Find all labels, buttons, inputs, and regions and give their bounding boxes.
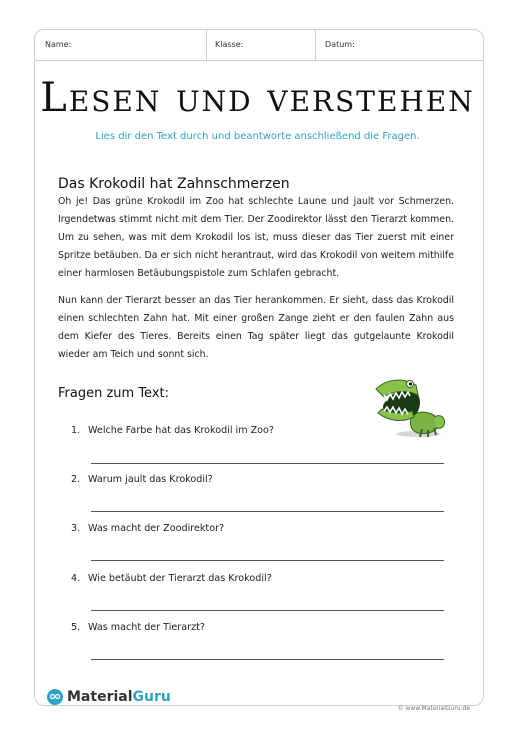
question-text: Warum jault das Krokodil? (88, 474, 213, 485)
header-divider (315, 30, 316, 60)
question-3 (71, 523, 224, 534)
question-text: Was macht der Tierarzt? (88, 622, 205, 633)
question-4 (71, 573, 272, 584)
question-2 (71, 474, 213, 485)
brand-name (67, 689, 171, 705)
question-text: Wie betäubt der Tierarzt das Krokodil? (88, 573, 272, 584)
class-label: Klasse: (215, 40, 244, 49)
date-label: Datum: (325, 40, 355, 49)
answer-line-4[interactable] (91, 610, 444, 611)
copyright: © www.MaterialGuru.de (397, 705, 470, 712)
answer-line-2[interactable] (91, 511, 444, 512)
question-number: 2. (71, 474, 81, 485)
story-paragraph-1: Oh je! Das grüne Krokodil im Zoo hat schlechte Laune und jault vor Schmerzen. Irgendetwas stimmt nicht mit dem Tier. Der Zoodirektor lässt den Tierarzt kommen. Um zu sehen, was mit dem Krokodil los ist, muss dieser das Tier zuerst mit einer Spritze betäuben. Da er sich nicht herantraut, wird das Krokodil von weitem mithilfe einer harmlosen Betäubungspistole zum Schlafen gebracht. (58, 196, 454, 279)
brand-part-2: Guru (132, 689, 171, 705)
story-paragraph-2: Nun kann der Tierarzt besser an das Tier herankommen. Er sieht, dass das Krokodil einen schlechten Zahn hat. Mit einer großen Zange zieht er den faulen Zahn aus dem Kiefer des Tieres. Bereits einen Tag später liegt das gutgelaunte Krokodil wieder am Teich und sonnt sich. (58, 295, 454, 360)
question-number: 5. (71, 622, 81, 633)
question-text: Was macht der Zoodirektor? (88, 523, 225, 534)
header-row (35, 30, 483, 61)
question-1 (71, 425, 274, 436)
page-title: Lesen und verstehen (40, 75, 475, 121)
question-number: 4. (71, 573, 81, 584)
answer-line-5[interactable] (91, 659, 444, 660)
crocodile-illustration (372, 373, 448, 439)
questions-title: Fragen zum Text: (58, 386, 169, 401)
answer-line-1[interactable] (91, 463, 444, 464)
story-title: Das Krokodil hat Zahnschmerzen (58, 176, 290, 192)
name-label: Name: (45, 40, 72, 49)
instructions: Lies dir den Text durch und beantworte anschließend die Fragen. (95, 131, 420, 142)
question-text: Welche Farbe hat das Krokodil im Zoo? (88, 425, 274, 436)
materialguru-logo-icon (47, 689, 63, 705)
question-number: 3. (71, 523, 81, 534)
brand-part-1: Material (67, 689, 133, 705)
question-number: 1. (71, 425, 81, 436)
header-divider (206, 30, 207, 60)
answer-line-3[interactable] (91, 560, 444, 561)
question-5 (71, 622, 205, 633)
